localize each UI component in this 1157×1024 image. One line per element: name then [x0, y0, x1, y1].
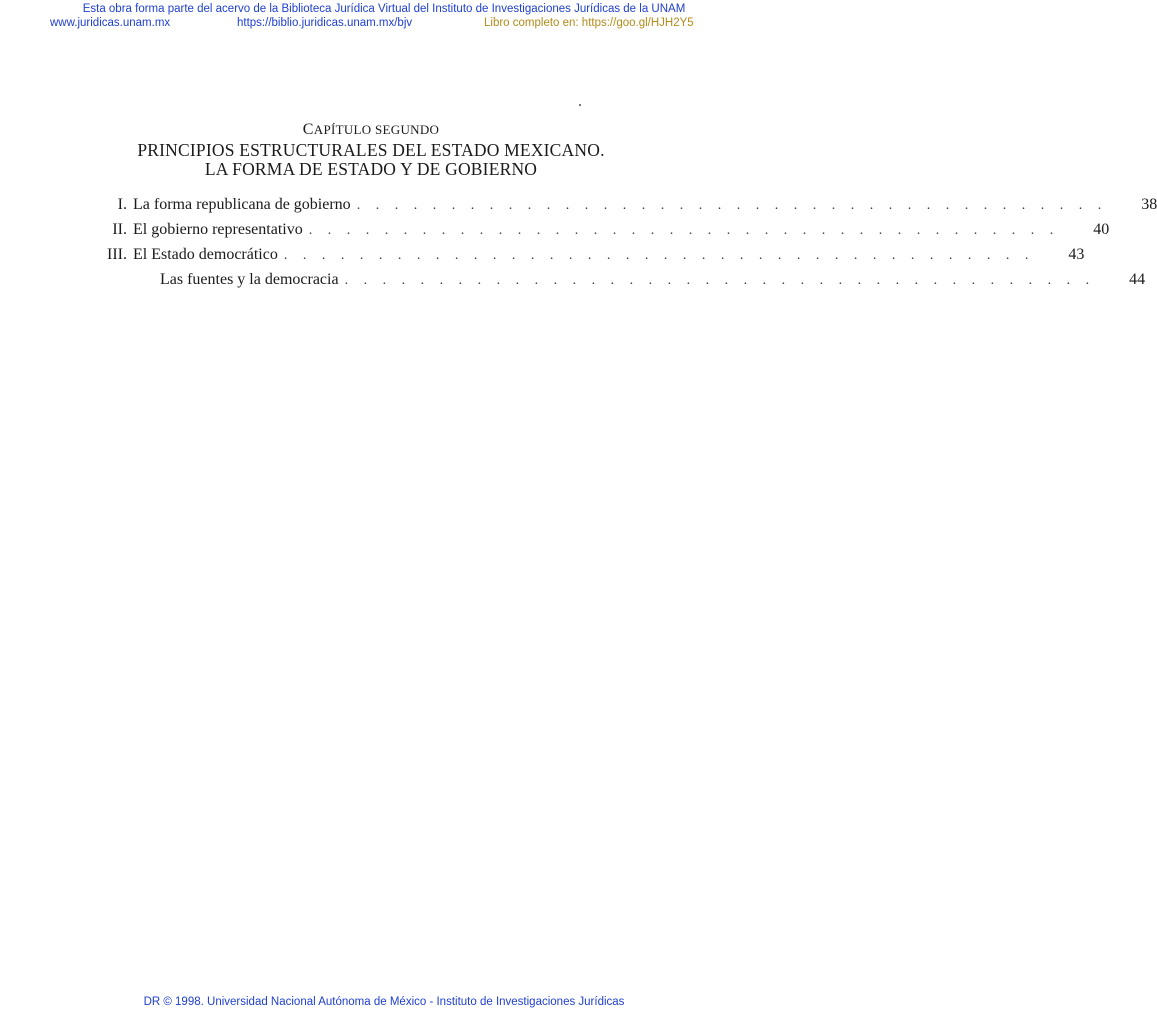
table-of-contents — [100, 196, 1157, 296]
toc-entry-number: II. — [112, 221, 127, 238]
chapter-label — [0, 121, 742, 139]
toc-entry-title: El gobierno representativo — [133, 221, 303, 238]
toc-entry-page: 44 — [1129, 271, 1146, 288]
chapter-label-initial: C — [302, 121, 314, 138]
source-header — [0, 2, 768, 30]
chapter-title — [0, 141, 742, 179]
copyright-footer: DR © 1998. Universidad Nacional Autónoma de México - Instituto de Investigaciones Jurídicas — [143, 996, 625, 1008]
toc-leader-dots: . . . . . . . . . . . . . . . . . . . . . . . . . . . . . . . . . . . . . . . . — [283, 248, 1035, 263]
toc-entry-title: Las fuentes y la democracia — [160, 271, 339, 288]
toc-entry-title: El Estado democrático — [133, 246, 278, 263]
toc-entry-page: 38 — [1141, 196, 1157, 213]
toc-entry[interactable] — [100, 271, 1146, 296]
chapter-title-line-1: PRINCIPIOS ESTRUCTURALES DEL ESTADO MEXICANO. — [137, 140, 605, 160]
toc-entry[interactable] — [100, 246, 1085, 271]
chapter-label-rest: APÍTULO SEGUNDO — [313, 122, 440, 137]
toc-leader-dots: . . . . . . . . . . . . . . . . . . . . . . . . . . . . . . . . . . . . . . . . — [308, 223, 1060, 238]
toc-entry-title: La forma republicana de gobierno — [133, 196, 351, 213]
library-link[interactable]: https://biblio.juridicas.unam.mx/bjv — [237, 17, 413, 29]
toc-entry[interactable] — [100, 221, 1110, 246]
collection-notice: Esta obra forma parte del acervo de la Biblioteca Jurídica Virtual del Instituto de Investigaciones Jurídicas de la UNAM — [82, 3, 686, 15]
toc-entry[interactable] — [100, 196, 1157, 221]
toc-leader-dots: . . . . . . . . . . . . . . . . . . . . . . . . . . . . . . . . . . . . . . . . — [356, 198, 1108, 213]
header-links — [0, 16, 768, 30]
site-link[interactable]: www.juridicas.unam.mx — [50, 17, 171, 29]
scan-speck — [579, 104, 581, 106]
toc-entry-page: 43 — [1068, 246, 1085, 263]
toc-entry-number: III. — [107, 246, 127, 263]
toc-leader-dots: . . . . . . . . . . . . . . . . . . . . . . . . . . . . . . . . . . . . . . . . — [344, 273, 1096, 288]
toc-entry-page: 40 — [1093, 221, 1110, 238]
toc-entry-number: I. — [117, 196, 127, 213]
full-book-link[interactable]: Libro completo en: https://goo.gl/HJH2Y5 — [484, 17, 694, 29]
chapter-title-line-2: LA FORMA DE ESTADO Y DE GOBIERNO — [204, 159, 538, 179]
